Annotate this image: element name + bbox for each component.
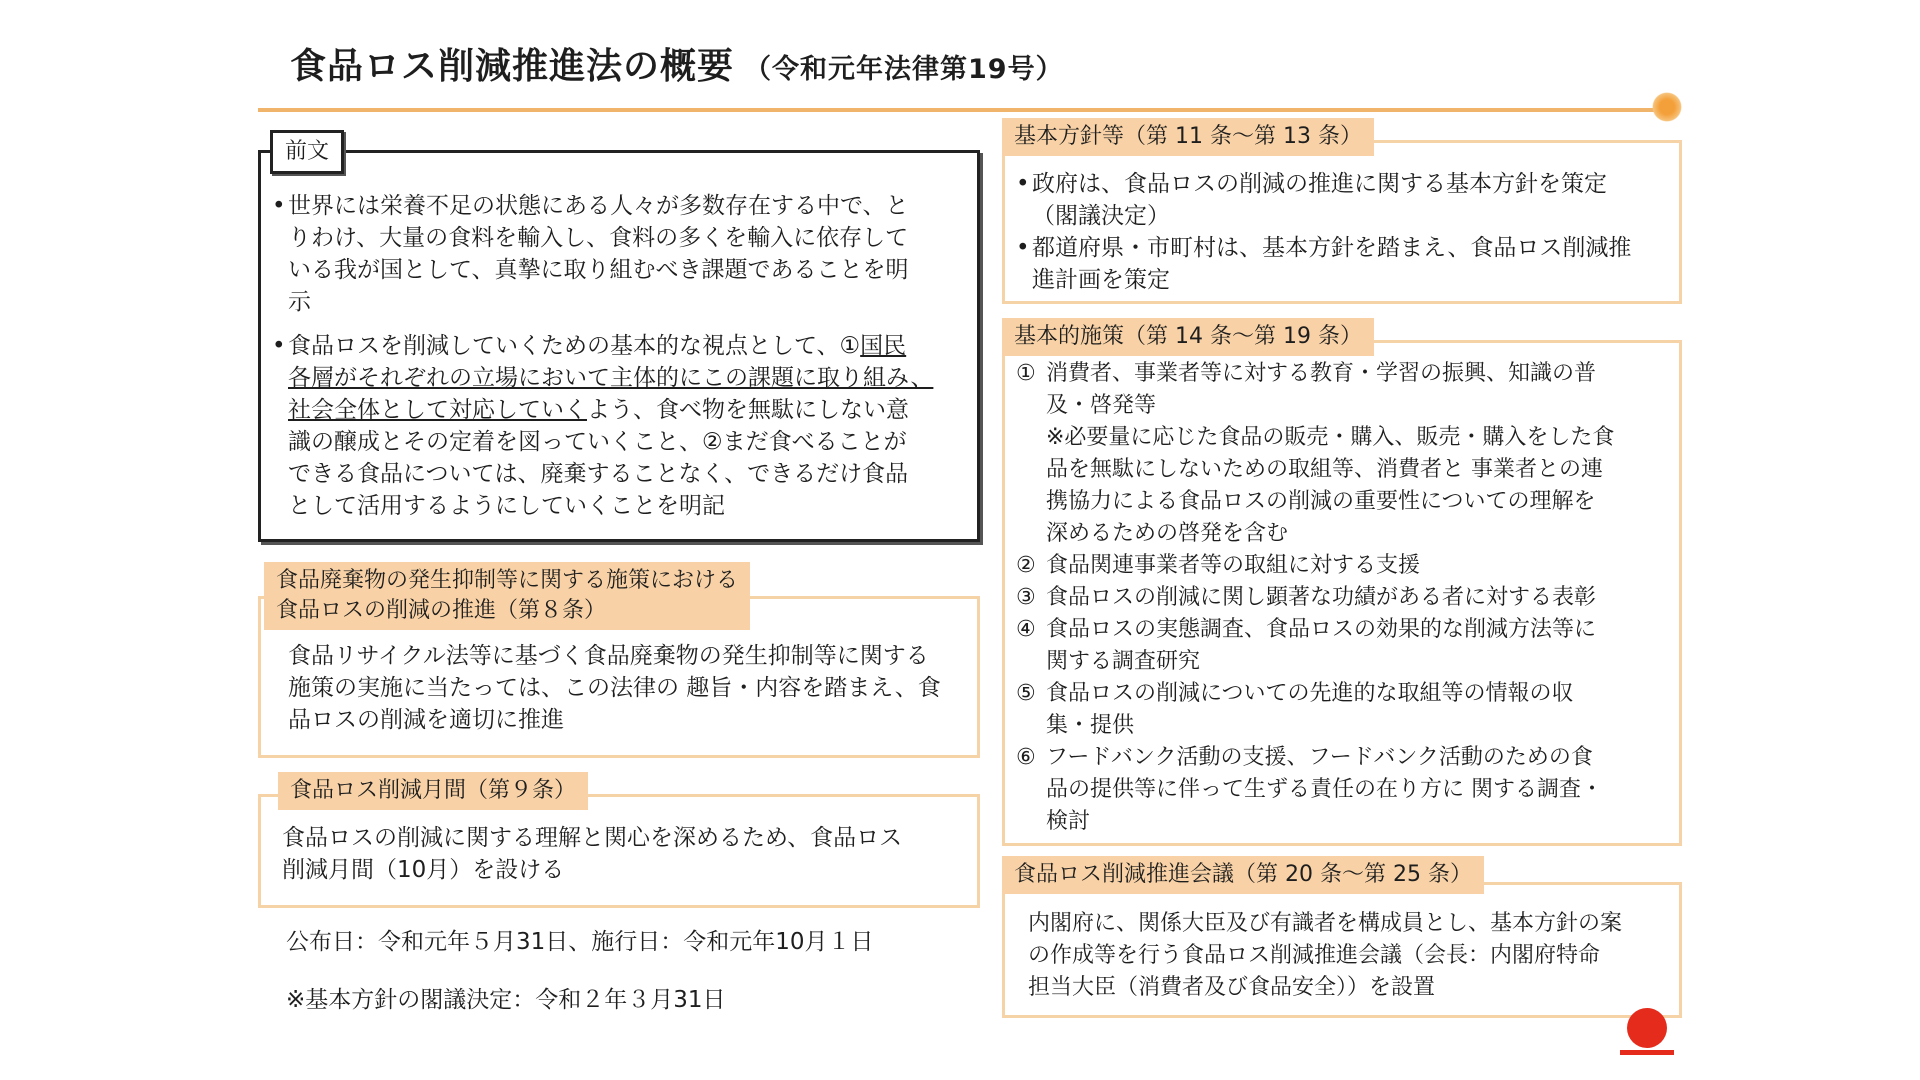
preamble-bullet-1: • 世界には栄養不足の状態にある人々が多数存在する中で、と りわけ、大量の食料を輸入し、食料の多くを輸入に依存して いる我が国として、真摯に取り組むべき課題であることを明 示	[272, 193, 909, 315]
council-tag: 食品ロス削減推進会議（第 20 条～第 25 条）	[1002, 856, 1484, 894]
policy-bullet-2: • 都道府県・市町村は、基本方針を踏まえ、食品ロス削減推 進計画を策定	[1016, 235, 1632, 293]
art9-tag: 食品ロス削減月間（第９条）	[278, 772, 588, 810]
policy-body	[1016, 168, 1666, 296]
measure-number: ④	[1016, 617, 1036, 642]
measure-line: 食品ロスの実態調査、食品ロスの効果的な削減方法等に	[1046, 617, 1597, 642]
measure-number	[1016, 422, 1046, 550]
measure-line: 携協力による食品ロスの削減の重要性についての理解を	[1046, 489, 1596, 514]
dates-line-1: 公布日：令和元年５月31日、施行日：令和元年10月１日	[286, 929, 874, 955]
flower-icon	[1652, 92, 1682, 122]
measure-line: ※必要量に応じた食品の販売・購入、販売・購入をした食	[1046, 425, 1615, 450]
measure-item	[1016, 582, 1676, 614]
dates-line-2: ※基本方針の閣議決定：令和２年３月31日	[286, 987, 726, 1013]
logo-base	[1620, 1050, 1674, 1055]
measure-number: ⑥	[1016, 745, 1036, 770]
preamble-text	[272, 190, 972, 522]
preamble-tag: 前文	[270, 130, 344, 174]
measure-line: 深めるための啓発を含む	[1046, 521, 1289, 546]
measure-item	[1016, 550, 1676, 582]
title-sub: （令和元年法律第19号）	[744, 54, 1064, 85]
policy-tag: 基本方針等（第 11 条～第 13 条）	[1002, 118, 1374, 156]
measure-line: 食品ロスの削減についての先進的な取組等の情報の収	[1046, 681, 1574, 706]
measure-item	[1016, 614, 1676, 678]
measure-item	[1016, 358, 1676, 422]
measure-line: 及・啓発等	[1046, 393, 1157, 418]
measure-line: 品の提供等に伴って生ずる責任の在り方に 関する調査・	[1046, 777, 1603, 802]
measure-line: 関する調査研究	[1046, 649, 1201, 674]
policy-bullet-1: • 政府は、食品ロスの削減の推進に関する基本方針を策定 （閣議決定）	[1016, 171, 1607, 229]
measure-line: 品を無駄にしないための取組等、消費者と 事業者との連	[1046, 457, 1603, 482]
title-main: 食品ロス削減推進法の概要	[290, 46, 735, 87]
measure-line: 検討	[1046, 809, 1091, 834]
art8-tag: 食品廃棄物の発生抑制等に関する施策における 食品ロスの削減の推進（第８条）	[264, 562, 750, 630]
preamble-bullet-2: • 食品ロスを削減していくための基本的な視点として、①国民 各層がそれぞれの立場において主体的にこの課題に取り組み、 社会全体として対応していくよう、食べ物を無駄にしない意 識の醸成とその定着を図っていくこと、②まだ食べることが できる食品については、廃棄することなく、できるだけ食品 として活用するようにしていくことを明記	[272, 333, 934, 519]
measures-list	[1016, 358, 1676, 838]
measure-line: フードバンク活動の支援、フードバンク活動のための食	[1046, 745, 1593, 770]
measure-item	[1016, 678, 1676, 742]
measure-number: ②	[1016, 553, 1036, 578]
measure-item	[1016, 742, 1676, 838]
measure-number: ⑤	[1016, 681, 1036, 706]
measures-tag: 基本的施策（第 14 条～第 19 条）	[1002, 318, 1374, 356]
measure-number: ①	[1016, 361, 1036, 386]
measure-item	[1016, 422, 1676, 550]
title-rule	[258, 108, 1673, 112]
mottainai-logo-icon	[1627, 1008, 1667, 1048]
measure-number: ③	[1016, 585, 1036, 610]
measure-line: 消費者、事業者等に対する教育・学習の振興、知識の普	[1046, 361, 1597, 386]
measure-line: 食品関連事業者等の取組に対する支援	[1046, 553, 1421, 578]
measure-line: 食品ロスの削減に関し顕著な功績がある者に対する表彰	[1046, 585, 1597, 610]
measure-line: 集・提供	[1046, 713, 1135, 738]
art9-body: 食品ロスの削減に関する理解と関心を深めるため、食品ロス 削減月間（10月）を設ける	[282, 825, 903, 883]
council-body: 内閣府に、関係大臣及び有識者を構成員とし、基本方針の案 の作成等を行う食品ロス削減推進会議（会長：内閣府特命 担当大臣（消費者及び食品安全））を設置	[1028, 911, 1623, 1000]
art8-body: 食品リサイクル法等に基づく食品廃棄物の発生抑制等に関する 施策の実施に当たっては、この法律の 趣旨・内容を踏まえ、食 品ロスの削減を適切に推進	[288, 643, 941, 733]
page-title	[290, 38, 1064, 89]
